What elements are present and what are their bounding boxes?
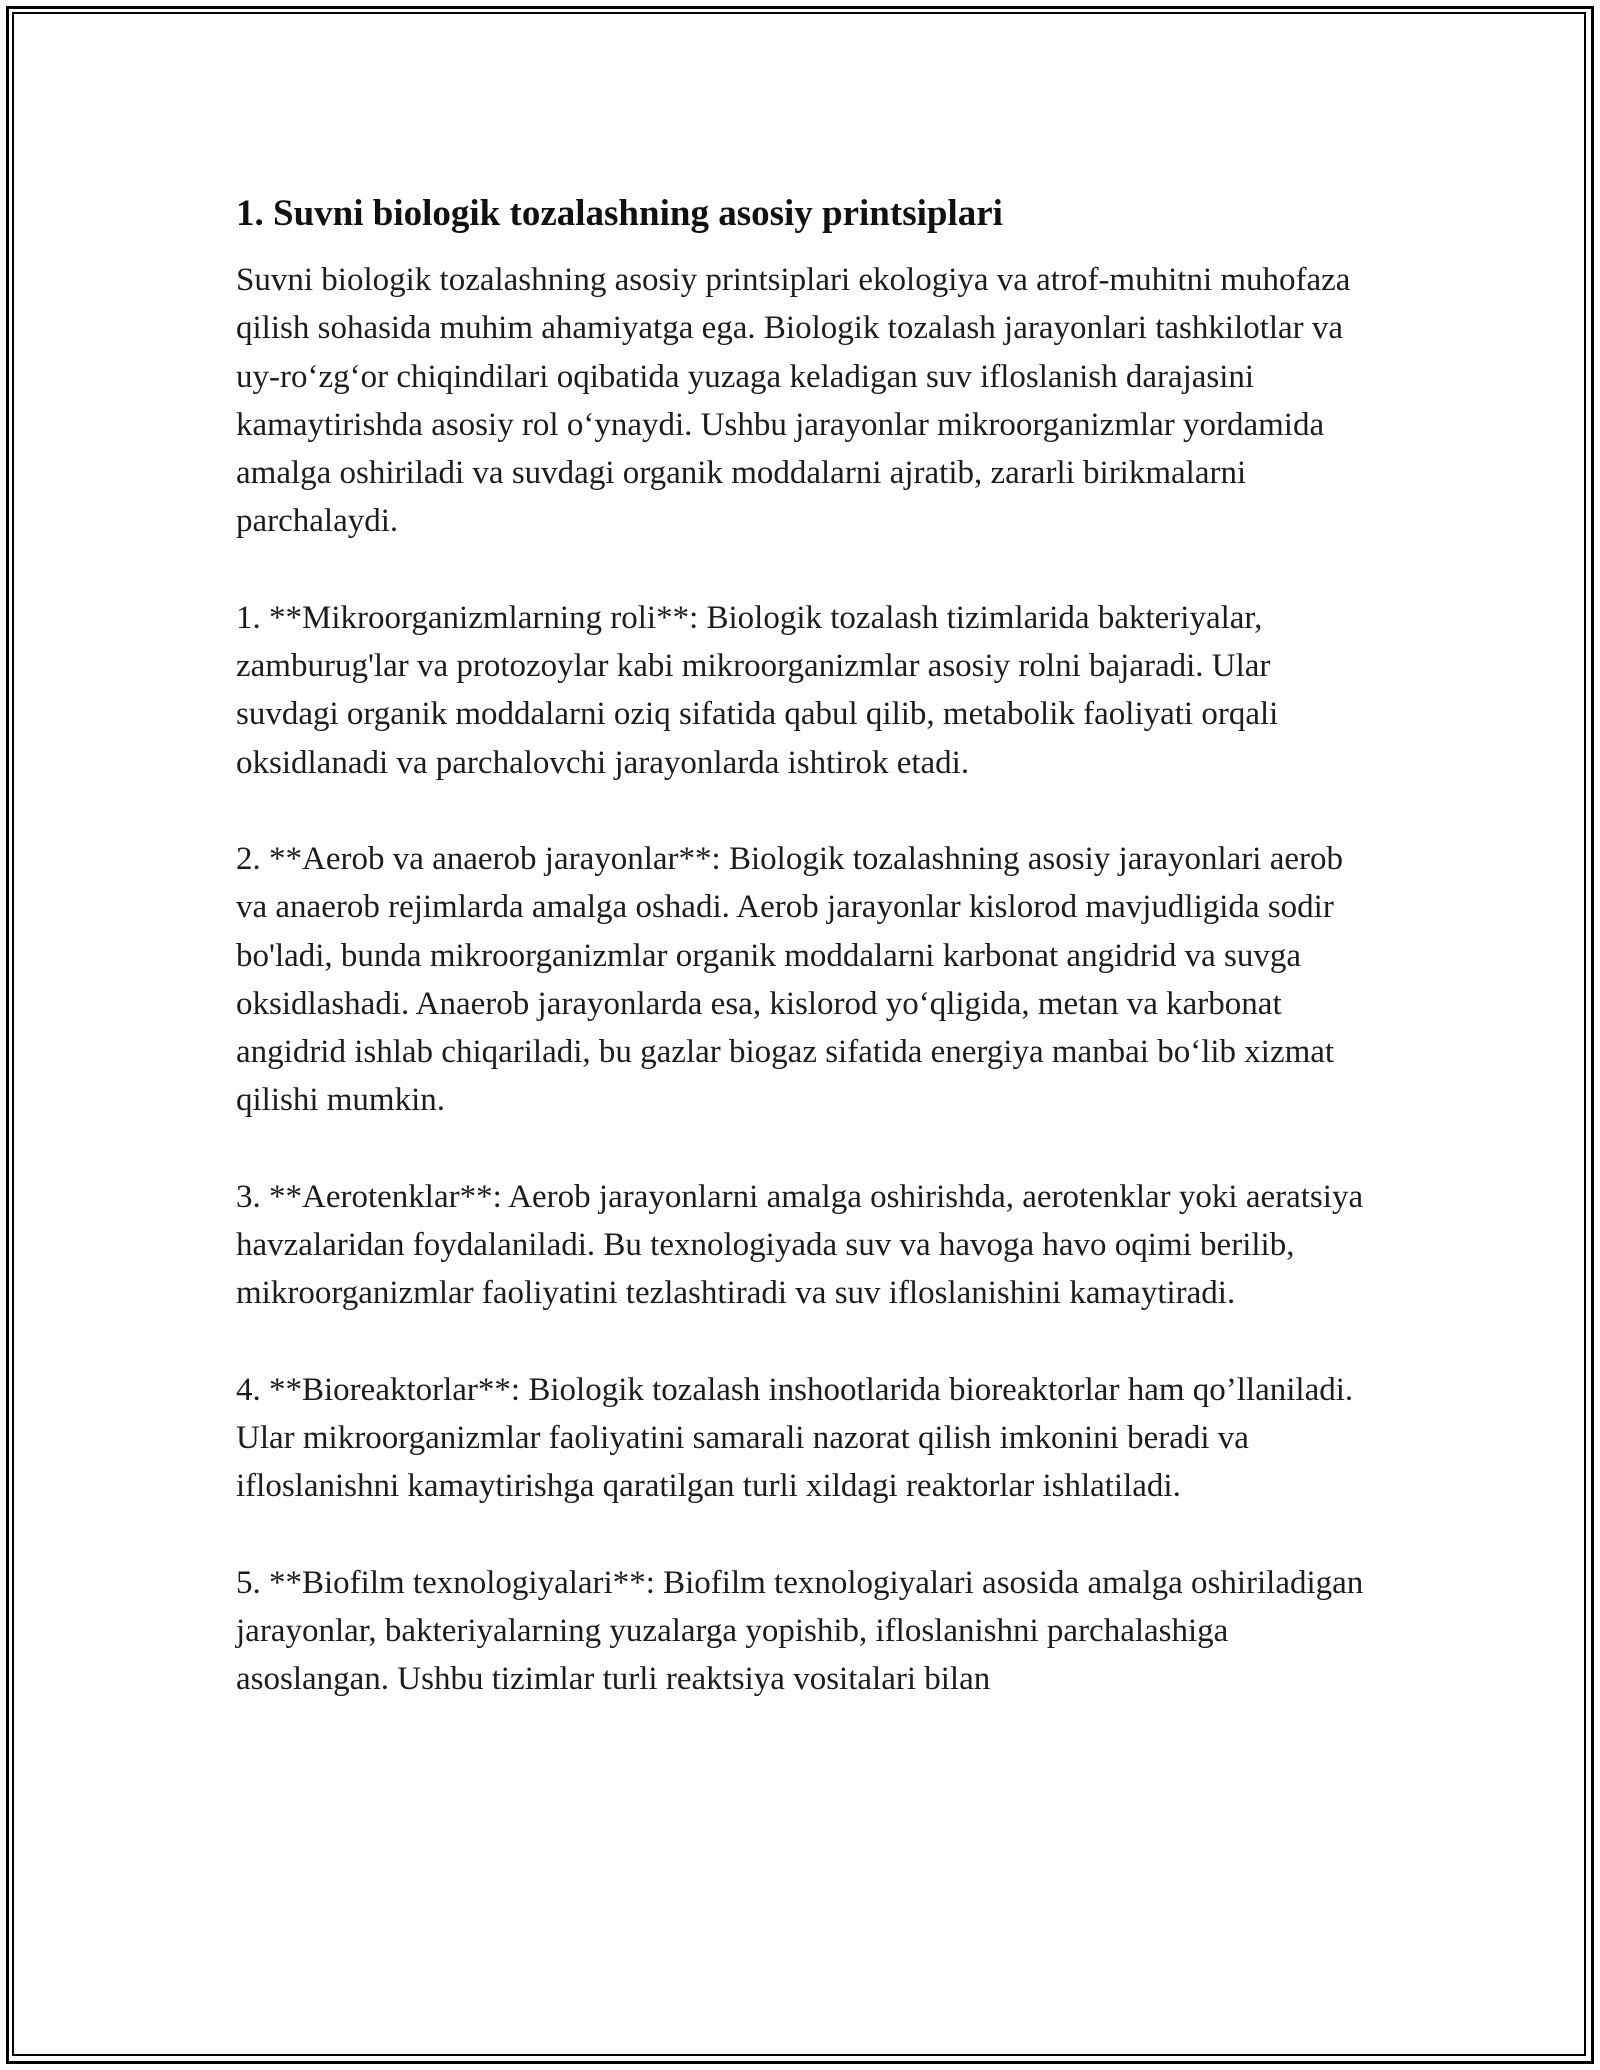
intro-paragraph: Suvni biologik tozalashning asosiy printsiplari ekologiya va atrof-muhitni muhofaza qilish sohasida muhim ahamiyatga ega. Biologik tozalash jarayonlari tashkilotlar va uy-ro‘zg‘or chiqindilari oqibatida yuzaga keladigan suv ifloslanish darajasini kamaytirishda asosiy rol o‘ynaydi. Ushbu jarayonlar mikroorganizmlar yordamida amalga oshiriladi va suvdagi organik moddalarni ajratib, zararli birikmalarni parchalaydi. — [236, 262, 1351, 540]
list-item-biofilm: 5. **Biofilm texnologiyalari**: Biofilm texnologiyalari asosida amalga oshiriladigan jarayonlar, bakteriyalarning yuzalarga yopishib, ifloslanishni parchalashiga asoslangan. Ushbu tizimlar turli reaktsiya vositalari bilan — [236, 1564, 1364, 1698]
list-item-microorganisms: 1. **Mikroorganizmlarning roli**: Biologik tozalash tizimlarida bakteriyalar, zamburug'lar va protozoylar kabi mikroorganizmlar asosiy rolni bajaradi. Ular suvdagi organik moddalarni oziq sifatida qabul qilib, metabolik faoliyati orqali oksidlanadi va parchalovchi jarayonlarda ishtirok etadi. — [236, 599, 1279, 781]
list-item-aerotanks: 3. **Aerotenklar**: Aerob jarayonlarni amalga oshirishda, aerotenklar yoki aeratsiya havzalaridan foydalaniladi. Bu texnologiyada suv va havoga havo oqimi berilib, mikroorganizmlar faoliyatini tezlashtiradi va suv ifloslanishini kamaytiradi. — [236, 1178, 1364, 1312]
list-item-aerobic-anaerobic: 2. **Aerob va anaerob jarayonlar**: Biologik tozalashning asosiy jarayonlari aerob va anaerob rejimlarda amalga oshadi. Aerob jarayonlar kislorod mavjudligida sodir bo'ladi, bunda mikroorganizmlar organik moddalarni karbonat angidrid va suvga oksidlashadi. Anaerob jarayonlarda esa, kislorod yo‘qligida, metan va karbonat angidrid ishlab chiqariladi, bu gazlar biogaz sifatida energiya manbai bo‘lib xizmat qilishi mumkin. — [236, 840, 1343, 1119]
list-item-bioreactors: 4. **Bioreaktorlar**: Biologik tozalash inshootlarida bioreaktorlar ham qo’llaniladi. Ular mikroorganizmlar faoliyatini samarali nazorat qilish imkonini beradi va ifloslanishni kamaytirishga qaratilgan turli xildagi reaktorlar ishlatiladi. — [236, 1371, 1354, 1505]
document-body — [236, 186, 1376, 1703]
section-heading: 1. Suvni biologik tozalashning asosiy printsiplari — [236, 193, 1003, 234]
